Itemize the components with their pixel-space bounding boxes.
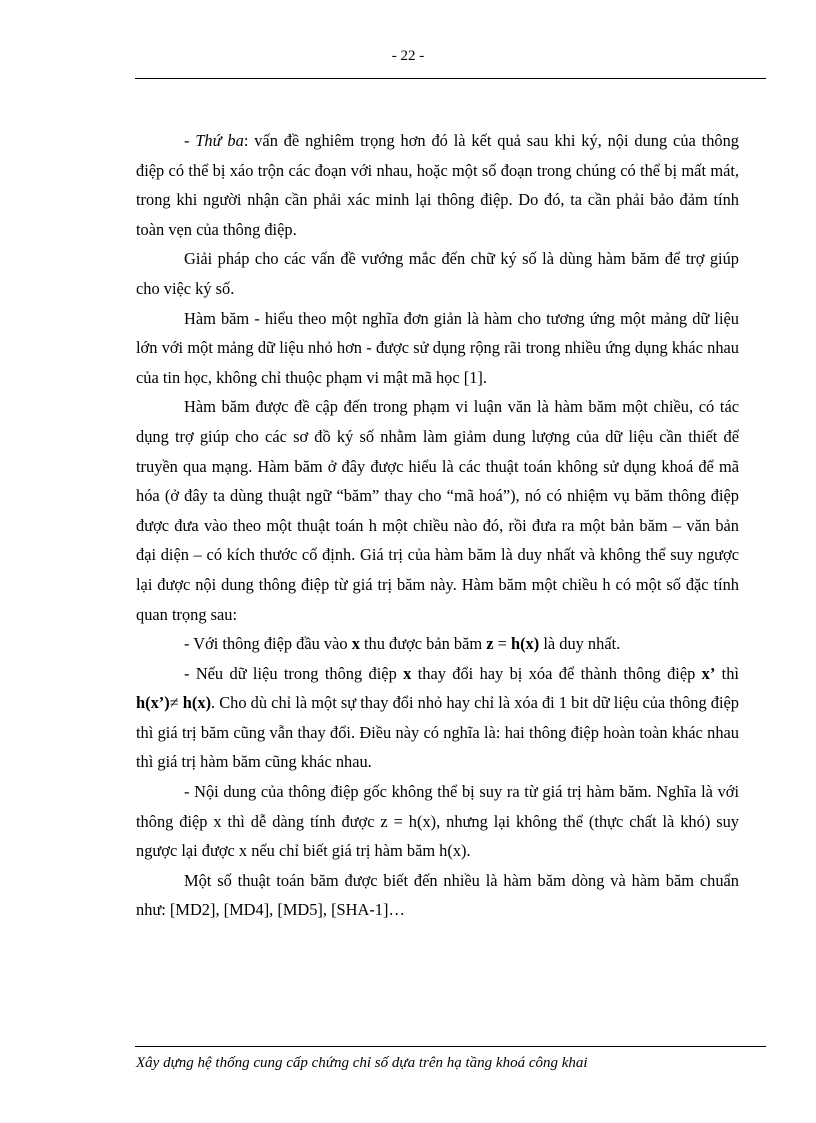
math-x: x (351, 634, 360, 654)
paragraph-5 (136, 629, 739, 659)
paragraph-1-text: : vấn đề nghiêm trọng hơn đó là kết quả sau khi ký, nội dung của thông điệp có thể bị xáo trộn các đoạn với nhau, hoặc một số đoạn trong chúng có thể bị mất mát, trong khi người nhận cần phải xác minh lại thông điệp. Do đó, ta cần phải bảo đảm tính toàn vẹn của thông điệp. (136, 131, 739, 239)
text-run: thay đổi hay bị xóa để thành thông điệp (411, 663, 702, 683)
math-hx: h(x) (510, 634, 540, 654)
text-run: thì (715, 663, 739, 683)
header-divider (135, 78, 766, 79)
footer-divider (135, 1046, 766, 1047)
math-not-equal: ≠ (169, 693, 179, 713)
math-z: z (486, 634, 494, 654)
paragraph-8: Một số thuật toán băm được biết đến nhiều là hàm băm dòng và hàm băm chuẩn như: [MD2], [MD4], [MD5], [SHA-1]… (136, 870, 739, 920)
paragraph-1: - Thứ ba: vấn đề nghiêm trọng hơn đó là kết quả sau khi ký, nội dung của thông điệp có thể bị xáo trộn các đoạn với nhau, hoặc một số đoạn trong chúng có thể bị mất mát, trong khi người nhận cần phải xác minh lại thông điệp. Do đó, ta cần phải bảo đảm tính toàn vẹn của thông điệp. (136, 131, 739, 239)
text-run: = (493, 634, 511, 654)
page-body (136, 126, 739, 925)
paragraph-7: - Nội dung của thông điệp gốc không thể bị suy ra từ giá trị hàm băm. Nghĩa là với thông điệp x thì dễ dàng tính được z = h(x), nhưng lại không thể (thực chất là khó) suy ngược lại được x nếu chỉ biết giá trị hàm băm h(x). (136, 782, 739, 861)
footer-title: Xây dựng hệ thống cung cấp chứng chỉ số dựa trên hạ tầng khoá công khai (136, 1055, 588, 1071)
math-hx-prime: h(x’) (136, 693, 170, 713)
paragraph-4: Hàm băm được đề cập đến trong phạm vi luận văn là hàm băm một chiều, có tác dụng trợ giúp cho các sơ đồ ký số nhằm làm giảm dung lượng của dữ liệu cần thiết để truyền qua mạng. Hàm băm ở đây được hiểu là các thuật toán không sử dụng khoá để mã hóa (ở đây ta dùng thuật ngữ “băm” thay cho “mã hoá”), nó có nhiệm vụ băm thông điệp được đưa vào theo một thuật toán h một chiều nào đó, rồi đưa ra một bản băm – văn bản đại diện – có kích thước cố định. Giá trị của hàm băm là duy nhất và không thể suy ngược lại được nội dung thông điệp từ giá trị băm này. Hàm băm một chiều h có một số đặc tính quan trọng sau: (136, 397, 739, 624)
paragraph-2: Giải pháp cho các vấn đề vướng mắc đến chữ ký số là dùng hàm băm để trợ giúp cho việc ký số. (136, 249, 739, 298)
text-run: . Cho dù chỉ là một sự thay đổi nhỏ hay chỉ là xóa đi 1 bit dữ liệu của thông điệp thì giá trị băm cũng vẫn thay đổi. Điều này có nghĩa là: hai thông điệp hoàn toàn khác nhau thì giá trị hàm băm cũng khác nhau. (136, 693, 739, 772)
math-hx: h(x) (178, 693, 212, 713)
text-run: - Với thông điệp đầu vào (184, 634, 352, 654)
paragraph-6 (136, 659, 739, 777)
text-run: - Nếu dữ liệu trong thông điệp (184, 663, 404, 683)
text-run: là duy nhất. (539, 634, 621, 654)
page-number: - 22 - (391, 48, 425, 64)
text-run: thu được bản băm (359, 634, 487, 654)
paragraph-3: Hàm băm - hiểu theo một nghĩa đơn giản là hàm cho tương ứng một mảng dữ liệu lớn với một mảng dữ liệu nhỏ hơn - được sử dụng rộng rãi trong nhiều ứng dụng khác nhau của tin học, không chỉ thuộc phạm vi mật mã học [1]. (136, 308, 739, 387)
math-x: x (403, 663, 412, 683)
math-x-prime: x’ (701, 663, 716, 683)
paragraph-1-label: Thứ ba (195, 131, 244, 150)
